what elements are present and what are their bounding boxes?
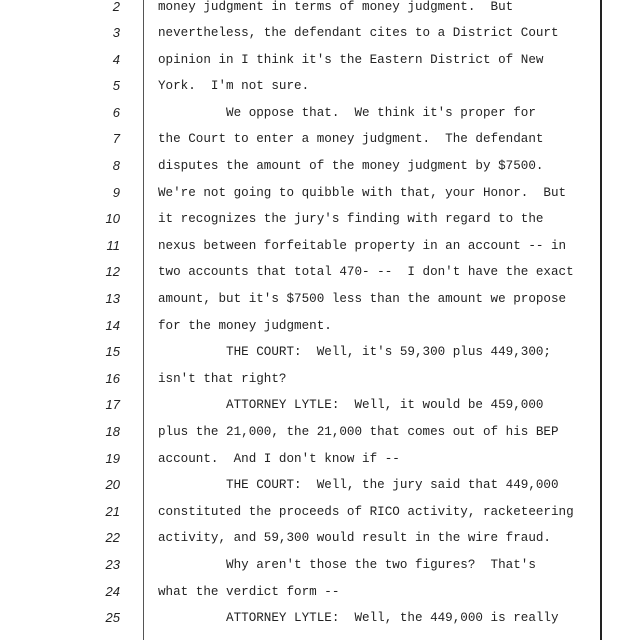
line-number: 16	[105, 370, 120, 386]
transcript-line	[0, 552, 640, 579]
transcript-line	[0, 605, 640, 632]
line-text: York. I'm not sure.	[158, 79, 310, 94]
line-number: 3	[112, 25, 120, 41]
line-text: We're not going to quibble with that, your Honor. But	[158, 185, 567, 200]
transcript-line	[0, 419, 640, 446]
transcript-line	[0, 206, 640, 233]
transcript-line	[0, 0, 640, 20]
line-number: 11	[106, 237, 120, 253]
line-text: two accounts that total 470- -- I don't have the exact	[158, 265, 574, 280]
transcript-line	[0, 499, 640, 526]
line-number: 5	[112, 78, 120, 94]
line-text: disputes the amount of the money judgment by $7500.	[158, 159, 544, 174]
transcript-line	[0, 339, 640, 366]
line-number: 10	[105, 211, 120, 227]
line-text: the Court to enter a money judgment. The defendant	[158, 132, 544, 147]
transcript-line	[0, 126, 640, 153]
line-number: 22	[105, 530, 120, 546]
transcript-line	[0, 579, 640, 606]
line-text: for the money judgment.	[158, 318, 332, 333]
transcript-line	[0, 100, 640, 127]
line-number: 4	[112, 51, 120, 67]
line-number: 9	[112, 184, 120, 200]
line-number: 24	[105, 583, 120, 599]
line-text: nexus between forfeitable property in an account -- in	[158, 238, 567, 253]
transcript-line	[0, 392, 640, 419]
line-text: it recognizes the jury's finding with regard to the	[158, 212, 544, 227]
line-text: nevertheless, the defendant cites to a District Court	[158, 26, 559, 41]
line-text: money judgment in terms of money judgment. But	[158, 0, 514, 14]
line-text: activity, and 59,300 would result in the wire fraud.	[158, 531, 551, 546]
line-number: 21	[105, 503, 120, 519]
transcript-line	[0, 20, 640, 47]
transcript-line	[0, 525, 640, 552]
transcript-line	[0, 233, 640, 260]
line-text: constituted the proceeds of RICO activity, racketeering	[158, 504, 574, 519]
transcript-line	[0, 180, 640, 207]
line-text: THE COURT: Well, it's 59,300 plus 449,300;	[158, 345, 551, 360]
line-number: 23	[105, 556, 120, 572]
transcript-line	[0, 313, 640, 340]
line-text: plus the 21,000, the 21,000 that comes out of his BEP	[158, 425, 559, 439]
transcript-line	[0, 47, 640, 74]
line-number: 2	[112, 0, 120, 14]
transcript-line	[0, 259, 640, 286]
transcript-line	[0, 472, 640, 499]
transcript-line	[0, 73, 640, 100]
transcript-line	[0, 153, 640, 180]
line-number: 19	[105, 450, 120, 466]
transcript-line	[0, 286, 640, 313]
line-number: 14	[105, 317, 120, 333]
line-number: 18	[105, 424, 120, 439]
line-number: 15	[105, 344, 120, 360]
line-text: We oppose that. We think it's proper for	[158, 105, 536, 120]
line-number: 17	[105, 397, 120, 413]
line-number: 7	[112, 131, 120, 147]
line-number: 12	[105, 264, 120, 280]
line-text: THE COURT: Well, the jury said that 449,000	[158, 478, 559, 493]
line-number: 20	[105, 477, 120, 493]
transcript-line	[0, 366, 640, 393]
line-text: ATTORNEY LYTLE: Well, the 449,000 is really	[158, 611, 559, 626]
line-text: what the verdict form --	[158, 584, 340, 599]
line-number: 8	[112, 158, 120, 174]
line-text: isn't that right?	[158, 371, 287, 386]
line-text: amount, but it's $7500 less than the amount we propose	[158, 292, 567, 307]
line-text: Why aren't those the two figures? That's	[158, 557, 536, 572]
line-number: 25	[105, 610, 120, 626]
transcript-line	[0, 446, 640, 473]
line-text: account. And I don't know if --	[158, 451, 400, 466]
line-text: ATTORNEY LYTLE: Well, it would be 459,000	[158, 398, 544, 413]
line-number: 13	[105, 291, 120, 307]
line-text: opinion in I think it's the Eastern District of New	[158, 52, 544, 67]
line-number: 6	[112, 104, 120, 120]
